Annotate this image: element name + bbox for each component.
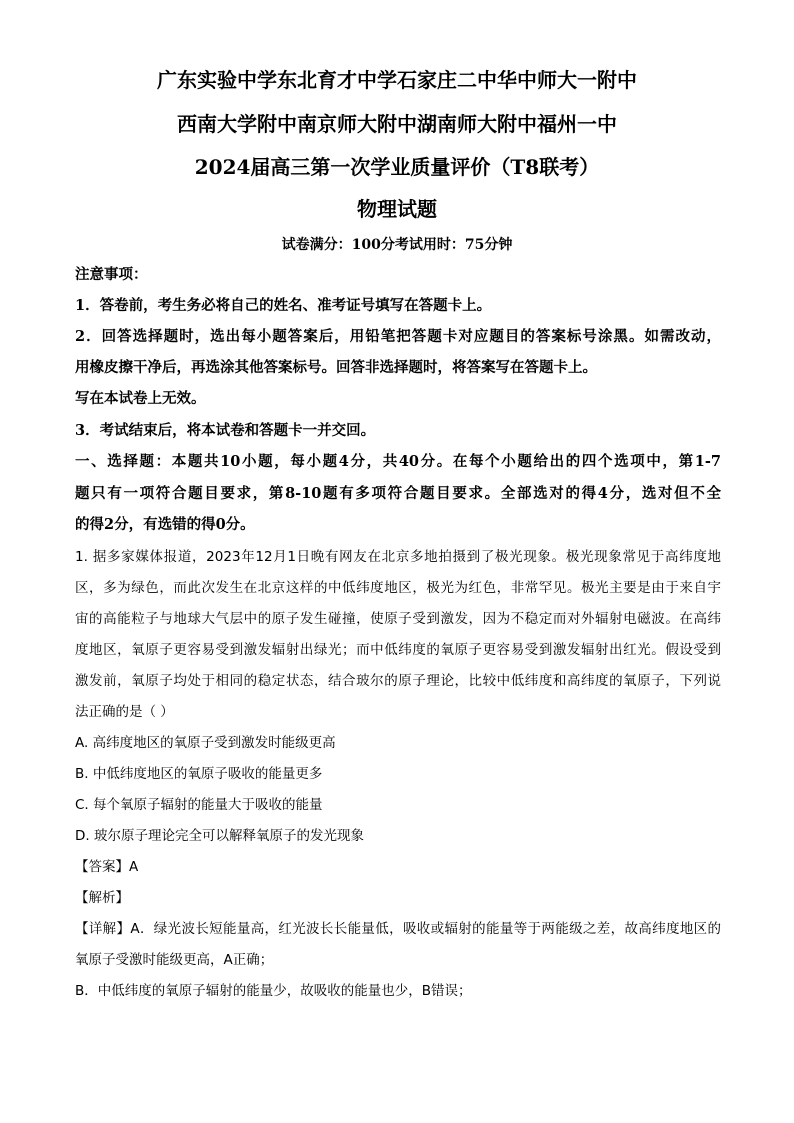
section-1-line-2: 题只有一项符合题目要求，第8-10题有多项符合题目要求。全部选对的得4分，选对但不全 — [75, 485, 721, 502]
question-1-line-1: 1. 据多家媒体报道，2023年12月1日晚有网友在北京多地拍摄到了极光现象。极光现象常见于高纬度地 — [75, 549, 721, 565]
notice-item-1: 1．答卷前，考生务必将自己的姓名、准考证号填写在答题卡上。 — [75, 297, 492, 314]
question-1-line-3: 宙的高能粒子与地球大气层中的原子发生碰撞，使原子受到激发，因为不稳定而对外辐射电磁波。在高纬 — [75, 611, 721, 627]
option-d: D. 玻尔原子理论完全可以解释氧原子的发光现象 — [75, 828, 364, 844]
detail-line-3: B．中低纬度的氧原子辐射的能量少，故吸收的能量也少，B错误； — [75, 983, 472, 999]
option-b: B. 中低纬度地区的氧原子吸收的能量更多 — [75, 766, 323, 782]
notice-heading: 注意事项： — [75, 266, 148, 283]
notice-item-2-line-1: 2．回答选择题时，选出每小题答案后，用铅笔把答题卡对应题目的答案标号涂黑。如需改动， — [75, 328, 721, 345]
option-a: A. 高纬度地区的氧原子受到激发时能级更高 — [75, 735, 336, 751]
notice-item-2-line-2: 用橡皮擦干净后，再选涂其他答案标号。回答非选择题时，将答案写在答题卡上。 — [75, 359, 597, 376]
question-1-line-2: 区，多为绿色，而此次发生在北京这样的中低纬度地区，极光为红色，非常罕见。极光主要是由于来自宇 — [75, 580, 721, 596]
section-1-line-3: 的得2分，有选错的得0分。 — [75, 516, 255, 533]
section-1-line-1: 一、选择题：本题共10小题，每小题4分，共40分。在每个小题给出的四个选项中，第1-7 — [75, 453, 721, 470]
notice-item-3: 3．考试结束后，将本试卷和答题卡一并交回。 — [75, 422, 376, 439]
subject-title: 物理试题 — [357, 197, 437, 221]
schools-line-1: 广东实验中学东北育才中学石家庄二中华中师大一附中 — [157, 68, 637, 92]
question-1-line-5: 激发前，氧原子均处于相同的稳定状态，结合玻尔的原子理论，比较中低纬度和高纬度的氧原子，下列说 — [75, 673, 721, 689]
option-c: C. 每个氧原子辐射的能量大于吸收的能量 — [75, 797, 323, 813]
notice-item-2-line-3: 写在本试卷上无效。 — [75, 390, 206, 407]
answer: 【答案】A — [75, 859, 139, 875]
question-1-line-4: 度地区，氧原子更容易受到激发辐射出绿光；而中低纬度的氧原子更容易受到激发辐射出红光。假设受到 — [75, 642, 721, 658]
detail-line-1: 【详解】A．绿光波长短能量高，红光波长长能量低，吸收或辐射的能量等于两能级之差，故高纬度地区的 — [75, 921, 721, 937]
analysis-label: 【解析】 — [75, 890, 129, 906]
exam-title: 2024届高三第一次学业质量评价（T8联考） — [194, 155, 600, 179]
exam-info: 试卷满分：100分考试用时：75分钟 — [281, 237, 513, 253]
detail-line-2: 氧原子受激时能级更高，A正确； — [75, 952, 274, 968]
schools-line-2: 西南大学附中南京师大附中湖南师大附中福州一中 — [177, 112, 617, 136]
question-1-line-6: 法正确的是（ ） — [75, 704, 174, 720]
